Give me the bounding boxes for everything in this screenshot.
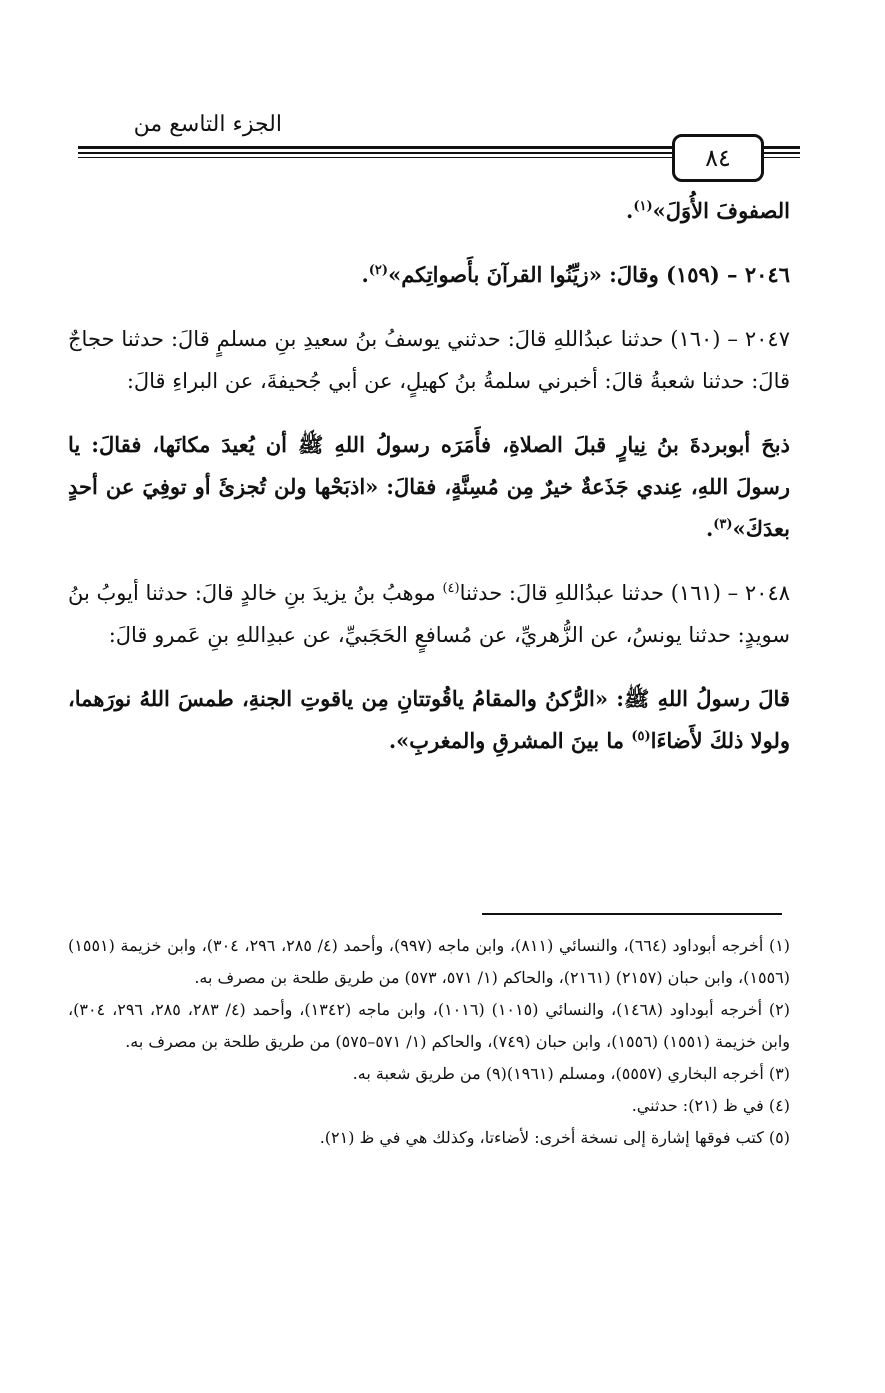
page-number: ٨٤: [672, 134, 764, 182]
paragraph-text: ٢٠٤٧ – (١٦٠) حدثنا عبدُاللهِ قالَ: حدثني يوسفُ بنُ سعيدِ بنِ مسلمٍ قالَ: حدثنا حجاجٌ قالَ: حدثنا شعبةُ قالَ: أخبرني سلمةُ بنُ كهيلٍ، عن أبي جُحيفةَ، عن البراءِ قالَ:: [68, 327, 790, 393]
hadith-2046: [68, 254, 790, 296]
paragraph-text: ٢٠٤٦ – (١٥٩) وقالَ: «زيِّنُوا القرآنَ بأَصواتِكم»: [388, 262, 790, 287]
paragraph: [68, 190, 790, 232]
footnote-ref: (٤): [442, 581, 460, 596]
footnote-ref: (٥): [631, 729, 651, 744]
paragraph-tail: موهبُ بنُ يزيدَ بنِ خالدٍ قالَ: حدثنا أيوبُ بنُ سويدٍ: حدثنا يونسُ، عن الزُّهريِّ، عن مُسافعٍ الحَجَبيِّ، عن عبدِاللهِ بنِ عَمرو قالَ:: [68, 581, 790, 647]
footnote-ref: (٣): [713, 517, 733, 532]
paragraph-tail: .: [626, 198, 634, 223]
footnote-ref: (٢): [368, 263, 389, 278]
hadith-2047-isnad: [68, 318, 790, 402]
hadith-2047-matn: [68, 424, 790, 550]
paragraph-tail: ما بينَ المشرقِ والمغربِ».: [388, 728, 632, 753]
footnote: (٣) أخرجه البخاري (٥٥٥٧)، ومسلم (١٩٦١)(٩) من طريق شعبة به.: [352, 1064, 790, 1083]
main-text: [68, 190, 790, 784]
footnote: (١) أخرجه أبوداود (٦٦٤)، والنسائي (٨١١)، وابن ماجه (٩٩٧)، وأحمد (٤/ ٢٨٥، ٢٩٦، ٣٠٤)، وابن خزيمة (١٥٥١) (١٥٥٦)، وابن حبان (٢١٥٧) (٢١٦١)، والحاكم (١/ ٥٧١، ٥٧٣) من طريق طلحة بن مصرف به.: [68, 936, 791, 987]
paragraph-text: قالَ رسولُ اللهِ ﷺ: «الرُّكنُ والمقامُ ياقُوتتانِ مِن ياقوتِ الجنةِ، طمسَ اللهُ نورَهما، ولولا ذلكَ لأَضاءَا: [68, 686, 790, 753]
hadith-2048-isnad: [68, 572, 790, 656]
footnote: (٤) في ظ (٢١): حدثني.: [631, 1096, 790, 1115]
footnote-ref: (١): [633, 199, 653, 214]
paragraph-tail: .: [361, 262, 369, 287]
paragraph-text: ذبحَ أبوبردةَ بنُ نِيارٍ قبلَ الصلاةِ، فأَمَرَه رسولُ اللهِ ﷺ أن يُعيدَ مكانَها، فقالَ: يا رسولَ اللهِ، عِندي جَذَعةٌ خيرٌ مِن مُسِنَّةٍ، فقالَ: «اذبَحْها ولن تُجزئَ أو توفِيَ عن أحدٍ بعدَكَ»: [68, 432, 790, 541]
paragraph-tail: .: [705, 516, 714, 541]
footnotes: [68, 930, 790, 1154]
paragraph-text: ٢٠٤٨ – (١٦١) حدثنا عبدُاللهِ قالَ: حدثنا: [459, 581, 791, 605]
footnote: (٢) أخرجه أبوداود (١٤٦٨)، والنسائي (١٠١٥) (١٠١٦)، وابن ماجه (١٣٤٢)، وأحمد (٤/ ٢٨٣، ٢٨٥، ٢٩٦، ٣٠٤)، وابن خزيمة (١٥٥١) (١٥٥٦)، وابن حبان (٧٤٩)، والحاكم (١/ ٥٧١–٥٧٥) من طريق طلحة بن مصرف به.: [68, 1000, 790, 1051]
hadith-2048-matn: [68, 678, 790, 762]
footnote-divider: [482, 913, 782, 915]
footnote: (٥) كتب فوقها إشارة إلى نسخة أخرى: لأضاءتا، وكذلك هي في ظ (٢١).: [319, 1128, 790, 1147]
paragraph-text: الصفوفَ الأُوَلَ»: [652, 198, 790, 223]
running-title: الجزء التاسع من: [133, 112, 282, 137]
